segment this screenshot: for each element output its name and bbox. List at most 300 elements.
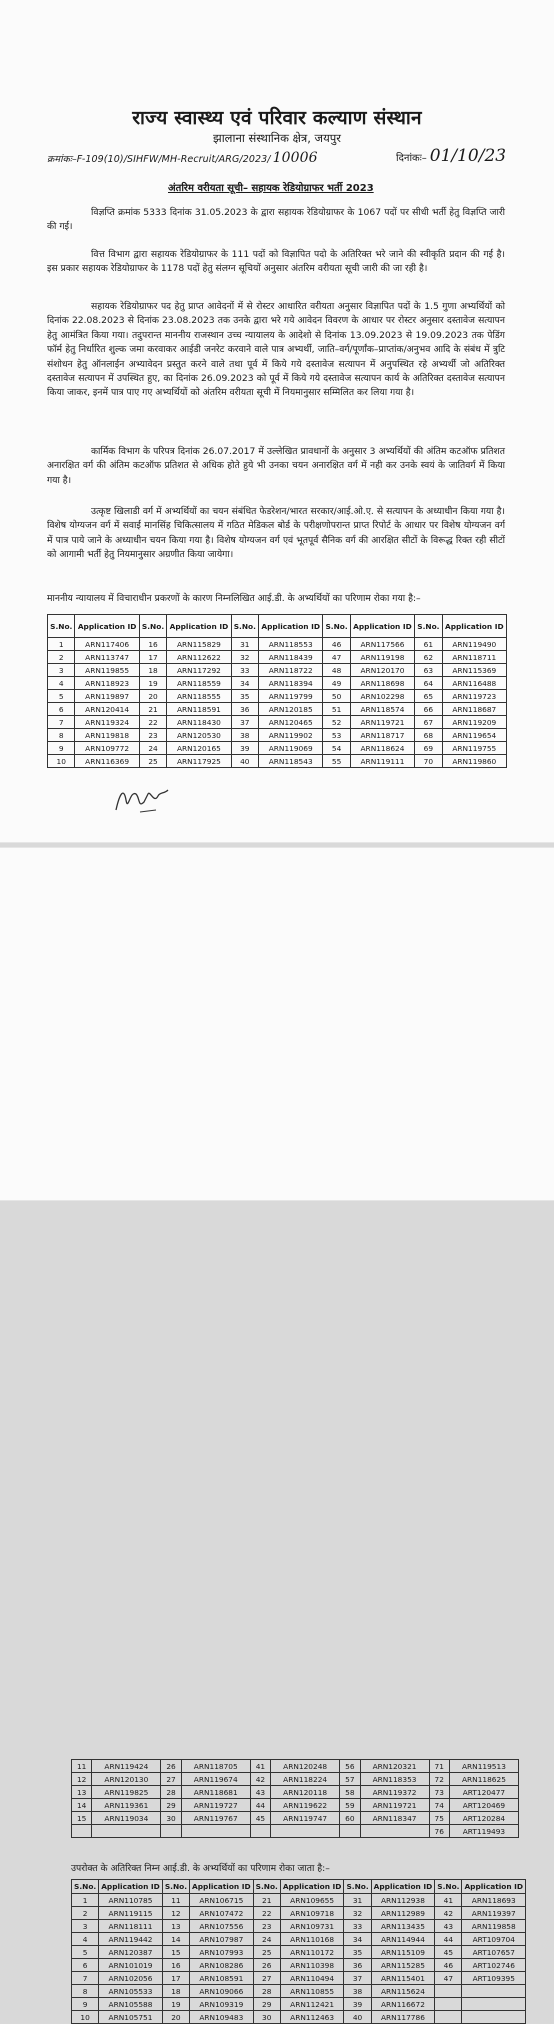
application-id-cell: ARN119397: [462, 1907, 526, 1920]
application-id-cell: ARN112938: [371, 1894, 435, 1907]
serial-number-cell: 48: [323, 664, 350, 677]
application-id-cell: ARN113747: [75, 651, 139, 664]
table-row: [72, 1760, 519, 1773]
additional-withheld-table: [71, 1879, 526, 2024]
serial-number-cell: 6: [48, 703, 75, 716]
application-id-cell: ART120284: [449, 1812, 518, 1825]
paragraph-3: सहायक रेडियोग्राफर पद हेतु प्राप्त आवेदनों में से रोस्टर आधारित वरीयता अनुसार विज्ञापित पदों के 1.5 गुणा अभ्यर्थियों को दिनांक 22.08.2023 से दिनांक 23.08.2023 तक उनके द्वारा भरे गये आवेदन विवरण के आधार पर रोस्टर अनुसार दस्तावेज सत्यापन हेतु आमंत्रित किया गया। तदुपरान्त माननीय राजस्थान उच्च न्यायालय के आदेशो से दिनांक 13.09.2023 से 19.09.2023 तक पेडिंग फॉर्म हेतु निर्धारित शुल्क जमा करवाकर आईडी जनरेट करवाने वाले पात्र अभ्यर्थी, जाति–वर्ग/पूर्णांक–प्राप्तांक/अनुभव आदि के संबंध में त्रुटि संशोधन हेतु ऑनलाईन अभ्यावेदन प्रस्तुत करने वाले तथा पूर्व में किये गये दस्तावेज सत्यापन में अनुपस्थित रहे अभ्यर्थी जो अतिरिक्त दस्तावेज सत्यापन में उपस्थित हुए, का दिनांक 26.09.2023 को पूर्व में किये गये दस्तावेज सत्यापन कार्य के अतिरिक्त दस्तावेज सत्यापन किया जाकर, इनमें पात्र पाए गए अभ्यर्थियों को अंतरिम वरीयता सूची में नियमानुसार सम्मिलित कर लिया गया है।: [47, 301, 505, 399]
application-id-cell: ARN110855: [280, 1985, 344, 1998]
table-row: [48, 651, 507, 664]
application-id-cell: ARN119115: [99, 1907, 163, 1920]
application-id-cell: ARN107556: [190, 1920, 254, 1933]
application-id-cell: ARN108591: [190, 1972, 254, 1985]
paragraph-2: वित्त विभाग द्वारा सहायक रेडियोग्राफर के 111 पदों को विज्ञापित पदो के अतिरिक्त भरे जाने की स्वीकृति प्रदान की गई है। इस प्रकार सहायक रेडियोग्राफर के 1178 पदों हेतु संलग्न सूचियों अनुसार अंतरिम वरीयता सूची जारी की जा रही है।: [47, 249, 505, 275]
serial-number-cell: 37: [344, 1972, 371, 1985]
application-id-cell: ARN102056: [99, 1972, 163, 1985]
application-id-cell: ARN119622: [271, 1799, 340, 1812]
column-header: S.No.: [253, 1880, 280, 1894]
serial-number-cell: 36: [231, 703, 258, 716]
application-id-cell: ARN120321: [360, 1760, 429, 1773]
serial-number-cell: 30: [253, 2011, 280, 2024]
reference-label: क्रमांकः–F-109(10)/SIHFW/MH-Recruit/ARG/2023/: [47, 154, 271, 165]
serial-number-cell: 24: [253, 1933, 280, 1946]
table-row: [72, 1972, 526, 1985]
serial-number-cell: 39: [344, 1998, 371, 2011]
application-id-cell: ARN108286: [190, 1959, 254, 1972]
application-id-cell: ARN118624: [350, 742, 414, 755]
serial-number-cell: 71: [429, 1760, 449, 1773]
application-id-cell: ARN119721: [360, 1799, 429, 1812]
table-row: [72, 1959, 526, 1972]
application-id-cell: ARN120118: [271, 1786, 340, 1799]
serial-number-cell: 45: [250, 1812, 270, 1825]
serial-number-cell: 14: [72, 1799, 92, 1812]
serial-number-cell: [435, 1985, 462, 1998]
serial-number-cell: 29: [253, 1998, 280, 2011]
application-id-cell: ARN118681: [181, 1786, 250, 1799]
paragraph-1: विज्ञप्ति क्रमांक 5333 दिनांक 31.05.2023 के द्वारा सहायक रेडियोग्राफर के 1067 पदों पर सीधी भर्ती हेतु विज्ञप्ति जारी की गई।: [47, 207, 505, 233]
serial-number-cell: 62: [415, 651, 442, 664]
table-row: [72, 1799, 519, 1812]
serial-number-cell: 28: [253, 1985, 280, 1998]
application-id-cell: ARN120387: [99, 1946, 163, 1959]
column-header: Application ID: [350, 615, 414, 638]
table-row: [72, 1907, 526, 1920]
signature-scribble: [110, 782, 180, 816]
serial-number-cell: 20: [139, 690, 166, 703]
application-id-cell: ARN118698: [350, 677, 414, 690]
serial-number-cell: 3: [48, 664, 75, 677]
column-header: S.No.: [435, 1880, 462, 1894]
paragraph-5: उत्कृष्ट खिलाडी वर्ग में अभ्यर्थियों का चयन संबंधित फेडरेशन/भारत सरकार/आई.ओ.ए. से सत्यापन के अध्याधीन किया गया है। विशेष योग्यजन वर्ग में सवाई मानसिंह चिकित्सालय में गठित मेडिकल बोर्ड के परीक्षणोपरान्त प्राप्त रिपोर्ट के आधार पर विशेष योग्यजन वर्ग में पात्र पाये जाने के अध्याधीन चयन किया गया है। विशेष योग्यजन वर्ग एवं भूतपूर्व सैनिक वर्ग की आरक्षित सीटों के विरूद्ध रिक्त रही सीटों को आगामी भर्ती हेतु नियमानुसार अग्रणीत किया जायेगा।: [47, 506, 505, 561]
serial-number-cell: 44: [435, 1933, 462, 1946]
application-id-cell: ARN115285: [371, 1959, 435, 1972]
serial-number-cell: 47: [323, 651, 350, 664]
serial-number-cell: 73: [429, 1786, 449, 1799]
serial-number-cell: 15: [162, 1946, 189, 1959]
serial-number-cell: 63: [415, 664, 442, 677]
paragraph-4: कार्मिक विभाग के परिपत्र दिनांक 26.07.2017 में उल्लेखित प्रावधानों के अनुसार 3 अभ्यर्थियों की अंतिम कटऑफ प्रतिशत अनारक्षित वर्ग की अंतिम कटऑफ प्रतिशत से अधिक होते हुये भी उनका चयन अनारक्षित वर्ग में नही कर उनके स्वयं के जातिवर्ग में किया गया है।: [47, 446, 505, 486]
serial-number-cell: 24: [139, 742, 166, 755]
document-page-2: [0, 848, 554, 2022]
application-id-cell: ARN109655: [280, 1894, 344, 1907]
application-id-cell: ARN109731: [280, 1920, 344, 1933]
serial-number-cell: 8: [48, 729, 75, 742]
serial-number-cell: 68: [415, 729, 442, 742]
serial-number-cell: 16: [139, 638, 166, 651]
serial-number-cell: 26: [253, 1959, 280, 1972]
application-id-cell: ARN119897: [75, 690, 139, 703]
serial-number-cell: 76: [429, 1825, 449, 1838]
application-id-cell: ARN105751: [99, 2011, 163, 2024]
application-id-cell: ARN116488: [442, 677, 506, 690]
application-id-cell: ARN118705: [181, 1760, 250, 1773]
serial-number-cell: 17: [162, 1972, 189, 1985]
serial-number-cell: 44: [250, 1799, 270, 1812]
serial-number-cell: 38: [231, 729, 258, 742]
serial-number-cell: [340, 1825, 360, 1838]
serial-number-cell: 5: [48, 690, 75, 703]
serial-number-cell: 57: [340, 1773, 360, 1786]
serial-number-cell: 13: [162, 1920, 189, 1933]
serial-number-cell: 69: [415, 742, 442, 755]
application-id-cell: ARN119721: [350, 716, 414, 729]
column-header: S.No.: [139, 615, 166, 638]
application-id-cell: ARN118717: [350, 729, 414, 742]
serial-number-cell: [72, 1825, 92, 1838]
application-id-cell: ART109704: [462, 1933, 526, 1946]
column-header: S.No.: [323, 615, 350, 638]
serial-number-cell: [250, 1825, 270, 1838]
date-handwritten: 01/10/23: [429, 146, 507, 166]
table-row: [72, 1946, 526, 1959]
application-id-cell: ARN118394: [259, 677, 323, 690]
serial-number-cell: 25: [139, 755, 166, 768]
application-id-cell: ARN119069: [259, 742, 323, 755]
column-header: Application ID: [442, 615, 506, 638]
serial-number-cell: 27: [161, 1773, 181, 1786]
application-id-cell: ARN109718: [280, 1907, 344, 1920]
application-id-cell: ARN117406: [75, 638, 139, 651]
application-id-cell: ARN102298: [350, 690, 414, 703]
table-row: [72, 1825, 519, 1838]
serial-number-cell: 7: [48, 716, 75, 729]
date-label: दिनांकः–: [396, 153, 427, 164]
table-row: [48, 755, 507, 768]
application-id-cell: ARN120414: [75, 703, 139, 716]
application-id-cell: ARN119654: [442, 729, 506, 742]
table-row: [48, 677, 507, 690]
table-row: [72, 1998, 526, 2011]
application-id-cell: ARN118687: [442, 703, 506, 716]
serial-number-cell: 32: [231, 651, 258, 664]
application-id-cell: ARN119799: [259, 690, 323, 703]
table-row: [72, 1786, 519, 1799]
serial-number-cell: 34: [344, 1933, 371, 1946]
application-id-cell: ART109395: [462, 1972, 526, 1985]
serial-number-cell: 40: [344, 2011, 371, 2024]
serial-number-cell: 19: [162, 1998, 189, 2011]
serial-number-cell: 9: [48, 742, 75, 755]
application-id-cell: ARN119424: [92, 1760, 161, 1773]
serial-number-cell: 19: [139, 677, 166, 690]
application-id-cell: ARN110172: [280, 1946, 344, 1959]
application-id-cell: ART120477: [449, 1786, 518, 1799]
application-id-cell: ARN118574: [350, 703, 414, 716]
application-id-cell: ARN112989: [371, 1907, 435, 1920]
application-id-cell: [462, 2011, 526, 2024]
paragraph-6: माननीय न्यायालय में विचाराधीन प्रकरणों के कारण निम्नलिखित आई.डी. के अभ्यर्थियों का परिणाम रोका गया है:–: [47, 593, 421, 604]
serial-number-cell: 70: [415, 755, 442, 768]
serial-number-cell: 36: [344, 1959, 371, 1972]
application-id-cell: ARN110168: [280, 1933, 344, 1946]
application-id-cell: ARN120170: [350, 664, 414, 677]
serial-number-cell: 18: [139, 664, 166, 677]
serial-number-cell: 32: [344, 1907, 371, 1920]
application-id-cell: ARN119825: [92, 1786, 161, 1799]
serial-number-cell: 18: [162, 1985, 189, 1998]
serial-number-cell: 23: [253, 1920, 280, 1933]
serial-number-cell: 11: [72, 1760, 92, 1773]
application-id-cell: ARN105588: [99, 1998, 163, 2011]
application-id-cell: ARN119674: [181, 1773, 250, 1786]
table-row: [48, 664, 507, 677]
application-id-cell: ARN109319: [190, 1998, 254, 2011]
serial-number-cell: 20: [162, 2011, 189, 2024]
application-id-cell: ARN119755: [442, 742, 506, 755]
application-id-cell: ARN115109: [371, 1946, 435, 1959]
application-id-cell: ARN119324: [75, 716, 139, 729]
application-id-cell: ARN106715: [190, 1894, 254, 1907]
serial-number-cell: 28: [161, 1786, 181, 1799]
serial-number-cell: 56: [340, 1760, 360, 1773]
serial-number-cell: 31: [231, 638, 258, 651]
serial-number-cell: 1: [48, 638, 75, 651]
document-date: [396, 146, 506, 166]
serial-number-cell: 74: [429, 1799, 449, 1812]
application-id-cell: ARN115829: [167, 638, 231, 651]
serial-number-cell: 21: [253, 1894, 280, 1907]
application-id-cell: ARN110494: [280, 1972, 344, 1985]
application-id-cell: ARN109772: [75, 742, 139, 755]
application-id-cell: ARN110398: [280, 1959, 344, 1972]
serial-number-cell: 4: [48, 677, 75, 690]
application-id-cell: ARN115401: [371, 1972, 435, 1985]
application-id-cell: ART107657: [462, 1946, 526, 1959]
serial-number-cell: 45: [435, 1946, 462, 1959]
table-row: [48, 716, 507, 729]
application-id-cell: ARN118923: [75, 677, 139, 690]
serial-number-cell: 35: [344, 1946, 371, 1959]
serial-number-cell: 47: [435, 1972, 462, 1985]
serial-number-cell: 10: [48, 755, 75, 768]
application-id-cell: [92, 1825, 161, 1838]
application-id-cell: [462, 1998, 526, 2011]
withheld-results-table: [47, 614, 507, 768]
application-id-cell: ARN112622: [167, 651, 231, 664]
application-id-cell: ARN118543: [259, 755, 323, 768]
serial-number-cell: 50: [323, 690, 350, 703]
serial-number-cell: 53: [323, 729, 350, 742]
serial-number-cell: 4: [72, 1933, 99, 1946]
serial-number-cell: 40: [231, 755, 258, 768]
application-id-cell: ARN119855: [75, 664, 139, 677]
application-id-cell: ARN119198: [350, 651, 414, 664]
serial-number-cell: 49: [323, 677, 350, 690]
application-id-cell: ARN115369: [442, 664, 506, 677]
application-id-cell: ARN120185: [259, 703, 323, 716]
serial-number-cell: 33: [344, 1920, 371, 1933]
application-id-cell: ARN118722: [259, 664, 323, 677]
column-header: S.No.: [344, 1880, 371, 1894]
reference-number: [47, 150, 318, 166]
application-id-cell: ARN119747: [271, 1812, 340, 1825]
serial-number-cell: 22: [139, 716, 166, 729]
application-id-cell: ARN120130: [92, 1773, 161, 1786]
serial-number-cell: 2: [48, 651, 75, 664]
table-header-row: [72, 1880, 526, 1894]
column-header: Application ID: [259, 615, 323, 638]
column-header: Application ID: [75, 615, 139, 638]
serial-number-cell: 54: [323, 742, 350, 755]
serial-number-cell: 59: [340, 1799, 360, 1812]
table-row: [48, 742, 507, 755]
serial-number-cell: 2: [72, 1907, 99, 1920]
serial-number-cell: 31: [344, 1894, 371, 1907]
application-id-cell: ARN119858: [462, 1920, 526, 1933]
serial-number-cell: 55: [323, 755, 350, 768]
application-id-cell: ARN107987: [190, 1933, 254, 1946]
application-id-cell: ART102746: [462, 1959, 526, 1972]
application-id-cell: ARN118693: [462, 1894, 526, 1907]
application-id-cell: ARN119442: [99, 1933, 163, 1946]
application-id-cell: ARN118111: [99, 1920, 163, 1933]
application-id-cell: ARN118430: [167, 716, 231, 729]
serial-number-cell: 37: [231, 716, 258, 729]
serial-number-cell: 64: [415, 677, 442, 690]
table-row: [72, 1920, 526, 1933]
column-header: S.No.: [231, 615, 258, 638]
serial-number-cell: 21: [139, 703, 166, 716]
application-id-cell: ARN120465: [259, 716, 323, 729]
serial-number-cell: 42: [435, 1907, 462, 1920]
serial-number-cell: 12: [72, 1773, 92, 1786]
table-header-row: [48, 615, 507, 638]
serial-number-cell: 25: [253, 1946, 280, 1959]
serial-number-cell: 46: [435, 1959, 462, 1972]
application-id-cell: ARN119490: [442, 638, 506, 651]
serial-number-cell: 43: [250, 1786, 270, 1799]
application-id-cell: ARN101019: [99, 1959, 163, 1972]
serial-number-cell: 75: [429, 1812, 449, 1825]
serial-number-cell: 5: [72, 1946, 99, 1959]
serial-number-cell: 58: [340, 1786, 360, 1799]
serial-number-cell: 72: [429, 1773, 449, 1786]
application-id-cell: ART120469: [449, 1799, 518, 1812]
serial-number-cell: 46: [323, 638, 350, 651]
serial-number-cell: 13: [72, 1786, 92, 1799]
application-id-cell: ARN119513: [449, 1760, 518, 1773]
application-id-cell: ARN119111: [350, 755, 414, 768]
application-id-cell: ARN119372: [360, 1786, 429, 1799]
application-id-cell: ARN118555: [167, 690, 231, 703]
serial-number-cell: 39: [231, 742, 258, 755]
serial-number-cell: 34: [231, 677, 258, 690]
application-id-cell: [360, 1825, 429, 1838]
application-id-cell: ARN119209: [442, 716, 506, 729]
serial-number-cell: 51: [323, 703, 350, 716]
serial-number-cell: 10: [72, 2011, 99, 2024]
application-id-cell: ARN107472: [190, 1907, 254, 1920]
serial-number-cell: 41: [250, 1760, 270, 1773]
organization-title: राज्य स्वास्थ्य एवं परिवार कल्याण संस्थान: [132, 107, 422, 129]
application-id-cell: ARN119767: [181, 1812, 250, 1825]
application-id-cell: ARN115624: [371, 1985, 435, 1998]
column-header: S.No.: [72, 1880, 99, 1894]
withheld-results-table-continued: [71, 1759, 519, 1838]
serial-number-cell: 16: [162, 1959, 189, 1972]
application-id-cell: [271, 1825, 340, 1838]
column-header: S.No.: [48, 615, 75, 638]
column-header: S.No.: [162, 1880, 189, 1894]
serial-number-cell: 29: [161, 1799, 181, 1812]
table-row: [72, 2011, 526, 2024]
document-page-1: [0, 0, 554, 842]
serial-number-cell: 60: [340, 1812, 360, 1825]
application-id-cell: ARN116369: [75, 755, 139, 768]
serial-number-cell: 11: [162, 1894, 189, 1907]
serial-number-cell: 3: [72, 1920, 99, 1933]
application-id-cell: ARN109483: [190, 2011, 254, 2024]
serial-number-cell: 52: [323, 716, 350, 729]
column-header: Application ID: [167, 615, 231, 638]
application-id-cell: ARN119723: [442, 690, 506, 703]
application-id-cell: ARN112421: [280, 1998, 344, 2011]
serial-number-cell: 26: [161, 1760, 181, 1773]
column-header: S.No.: [415, 615, 442, 638]
serial-number-cell: 30: [161, 1812, 181, 1825]
serial-number-cell: 8: [72, 1985, 99, 1998]
application-id-cell: ARN118439: [259, 651, 323, 664]
application-id-cell: ARN119818: [75, 729, 139, 742]
serial-number-cell: 12: [162, 1907, 189, 1920]
table-row: [72, 1985, 526, 1998]
subject-line: अंतरिम वरीयता सूची– सहायक रेडियोग्राफर भर्ती 2023: [168, 183, 374, 194]
serial-number-cell: 67: [415, 716, 442, 729]
serial-number-cell: 38: [344, 1985, 371, 1998]
column-header: Application ID: [99, 1880, 163, 1894]
application-id-cell: ARN119902: [259, 729, 323, 742]
serial-number-cell: 27: [253, 1972, 280, 1985]
column-header: Application ID: [371, 1880, 435, 1894]
column-header: Application ID: [190, 1880, 254, 1894]
table-row: [48, 703, 507, 716]
application-id-cell: [181, 1825, 250, 1838]
serial-number-cell: 22: [253, 1907, 280, 1920]
application-id-cell: ARN105533: [99, 1985, 163, 1998]
application-id-cell: ARN119361: [92, 1799, 161, 1812]
application-id-cell: ARN119860: [442, 755, 506, 768]
table-row: [72, 1812, 519, 1825]
application-id-cell: ARN117925: [167, 755, 231, 768]
application-id-cell: ARN107993: [190, 1946, 254, 1959]
application-id-cell: ARN118625: [449, 1773, 518, 1786]
table-row: [72, 1894, 526, 1907]
application-id-cell: ARN118553: [259, 638, 323, 651]
serial-number-cell: 61: [415, 638, 442, 651]
serial-number-cell: [435, 2011, 462, 2024]
serial-number-cell: [161, 1825, 181, 1838]
application-id-cell: ARN117786: [371, 2011, 435, 2024]
application-id-cell: ARN118347: [360, 1812, 429, 1825]
application-id-cell: ARN118224: [271, 1773, 340, 1786]
serial-number-cell: 15: [72, 1812, 92, 1825]
table-row: [48, 690, 507, 703]
serial-number-cell: 42: [250, 1773, 270, 1786]
serial-number-cell: 17: [139, 651, 166, 664]
application-id-cell: ARN116672: [371, 1998, 435, 2011]
application-id-cell: ARN118559: [167, 677, 231, 690]
serial-number-cell: 35: [231, 690, 258, 703]
application-id-cell: ARN113435: [371, 1920, 435, 1933]
serial-number-cell: 1: [72, 1894, 99, 1907]
serial-number-cell: 6: [72, 1959, 99, 1972]
column-header: Application ID: [462, 1880, 526, 1894]
application-id-cell: ARN118353: [360, 1773, 429, 1786]
additional-withheld-heading: उपरोक्त के अतिरिक्त निम्न आई.डी. के अभ्यर्थियों का परिणाम रोका जाता है:–: [71, 1863, 330, 1874]
application-id-cell: ARN119727: [181, 1799, 250, 1812]
application-id-cell: ARN117292: [167, 664, 231, 677]
